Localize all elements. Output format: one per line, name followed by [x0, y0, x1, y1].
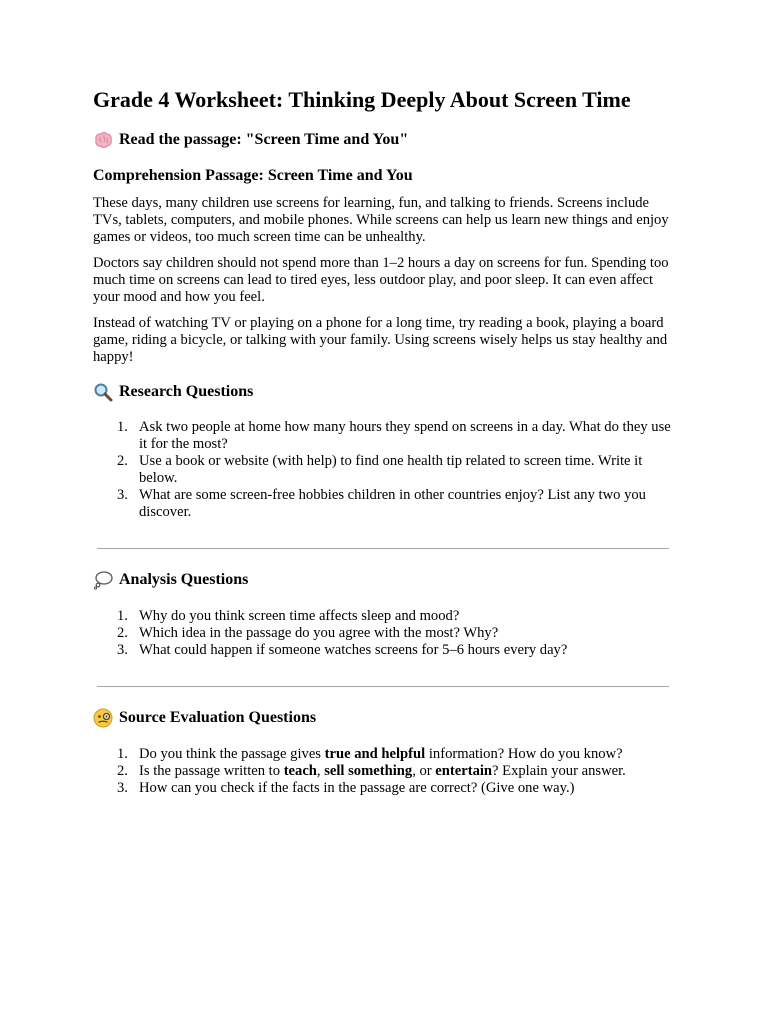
item-text-segment: ? Explain your answer.: [492, 763, 626, 779]
passage-paragraph-2: Doctors say children should not spend more than 1–2 hours a day on screens for fun. Spending too much time on screens can lead to tired eyes, less outdoor play, and poor sleep. It can even affect your mood and how you feel.: [93, 255, 669, 305]
list-item-text: Why do you think screen time affects sleep and mood?: [139, 608, 460, 624]
brain-icon: [93, 130, 113, 150]
source-eval-heading: [93, 708, 316, 728]
list-number: 1.: [117, 608, 128, 624]
item-text-segment: information? How do you know?: [425, 746, 623, 762]
item-text-segment: , or: [412, 763, 436, 779]
list-item-text: [139, 763, 626, 779]
divider: [97, 686, 669, 687]
list-item: [93, 746, 678, 763]
list-number: 1.: [117, 419, 128, 435]
list-item: [93, 487, 678, 521]
list-number: 2.: [117, 625, 128, 641]
passage-heading: Comprehension Passage: Screen Time and You: [93, 167, 413, 184]
source-eval-heading-label: Source Evaluation Questions: [119, 709, 317, 726]
list-item: [93, 763, 678, 780]
item-text-segment: Is the passage written to: [139, 763, 284, 779]
emphasis-text: true and helpful: [324, 746, 426, 762]
research-heading-label: Research Questions: [119, 383, 254, 400]
list-item-text: [139, 780, 574, 796]
read-passage-heading: [93, 130, 408, 150]
list-item: [93, 608, 678, 625]
passage-paragraph-3: Instead of watching TV or playing on a phone for a long time, try reading a book, playing a board game, riding a bicycle, or talking with your family. Using screens wisely helps us stay healthy and happy!: [93, 315, 668, 365]
source-eval-list: [93, 746, 678, 797]
item-text-segment: Do you think the passage gives: [139, 746, 325, 762]
page-title: Grade 4 Worksheet: Thinking Deeply About Screen Time: [93, 87, 631, 112]
passage-paragraph-1: These days, many children use screens for learning, fun, and talking to friends. Screens include TVs, tablets, computers, and mobile phones. While screens can help us learn new things and enjoy games or videos, too much screen time can be unhealthy.: [93, 195, 669, 245]
list-number: 2.: [117, 763, 128, 779]
list-item-text: Ask two people at home how many hours they spend on screens in a day. What do they use it for the most?: [139, 419, 671, 452]
list-number: 3.: [117, 642, 128, 658]
list-number: 1.: [117, 746, 128, 762]
emphasis-text: entertain: [435, 763, 493, 779]
list-item: [93, 642, 678, 659]
research-list: [93, 419, 678, 521]
list-number: 3.: [117, 780, 128, 796]
item-text-segment: ,: [316, 763, 325, 779]
list-item: [93, 780, 678, 797]
item-text-segment: How can you check if the facts in the passage are correct? (Give one way.): [139, 780, 575, 796]
analysis-list: [93, 608, 678, 659]
list-item-text: Use a book or website (with help) to find one health tip related to screen time. Write it below.: [139, 453, 643, 486]
magnifying-glass-icon: [93, 382, 113, 402]
list-number: 2.: [117, 453, 128, 469]
thought-bubble-icon: [93, 570, 113, 590]
list-item-text: Which idea in the passage do you agree with the most? Why?: [139, 625, 499, 641]
emphasis-text: sell something: [324, 763, 413, 779]
list-item-text: [139, 746, 623, 762]
list-number: 3.: [117, 487, 128, 503]
research-heading: [93, 382, 253, 402]
face-with-monocle-icon: [93, 708, 113, 728]
list-item-text: What could happen if someone watches screens for 5–6 hours every day?: [139, 642, 568, 658]
list-item: [93, 419, 678, 453]
list-item: [93, 453, 678, 487]
analysis-heading-label: Analysis Questions: [119, 571, 249, 588]
emphasis-text: teach: [283, 763, 317, 779]
list-item: [93, 625, 678, 642]
read-passage-label: Read the passage: "Screen Time and You": [119, 131, 409, 148]
list-item-text: What are some screen-free hobbies children in other countries enjoy? List any two you discover.: [139, 487, 646, 520]
analysis-heading: [93, 570, 248, 590]
divider: [97, 548, 669, 549]
